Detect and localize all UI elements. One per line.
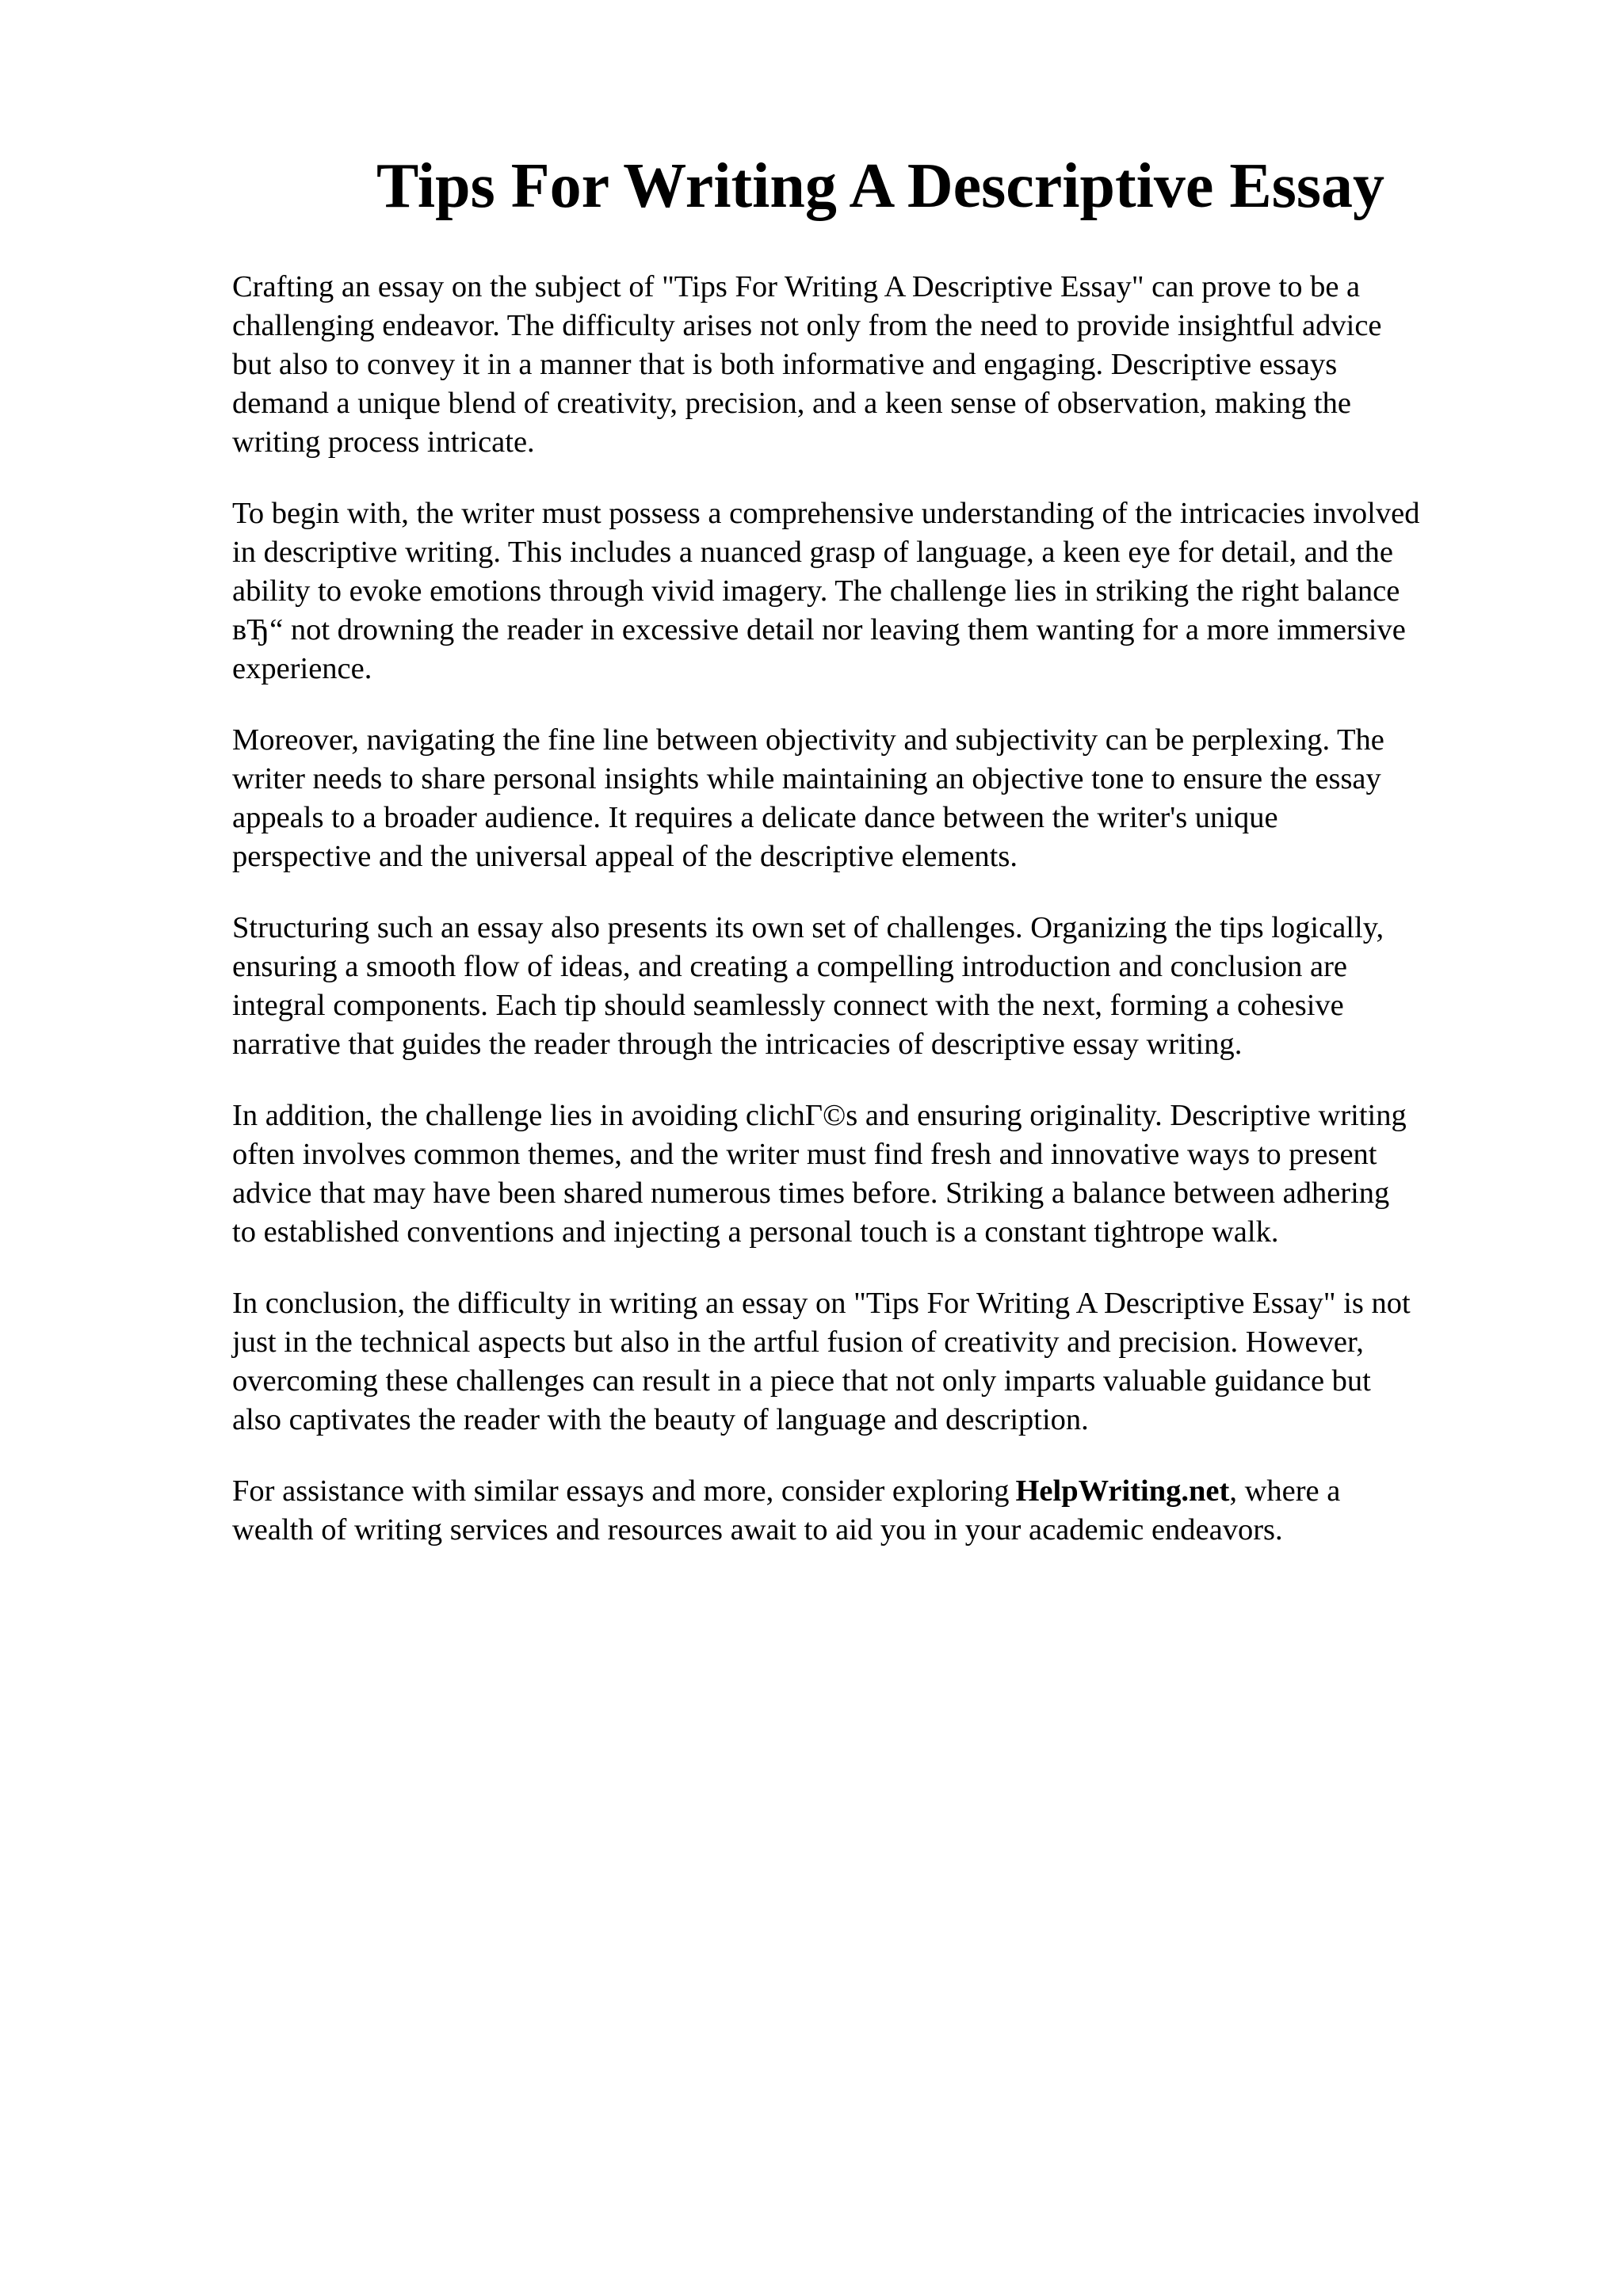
paragraph-line: Crafting an essay on the subject of "Tips For Writing A Descriptive Essay" can prove to be a [232, 270, 1361, 303]
paragraph-line: overcoming these challenges can result in a piece that not only imparts valuable guidance but [232, 1364, 1371, 1398]
paragraph-line: integral components. Each tip should seamlessly connect with the next, forming a cohesive [232, 989, 1344, 1022]
document-title: Tips For Writing A Descriptive Essay [376, 151, 1384, 221]
paragraph-1 [232, 268, 1532, 462]
paragraph-line: appeals to a broader audience. It requires a delicate dance between the writer's unique [232, 801, 1278, 834]
paragraph-line: advice that may have been shared numerous times before. Striking a balance between adhering [232, 1177, 1390, 1210]
paragraph-line: often involves common themes, and the writer must find fresh and innovative ways to present [232, 1138, 1377, 1171]
paragraph-line: demand a unique blend of creativity, precision, and a keen sense of observation, making the [232, 387, 1351, 420]
paragraph-line: ensuring a smooth flow of ideas, and creating a compelling introduction and conclusion are [232, 950, 1347, 983]
paragraph-4 [232, 909, 1532, 1064]
paragraph-line: writer needs to share personal insights while maintaining an objective tone to ensure the essay [232, 762, 1381, 795]
closing-text-before: For assistance with similar essays and more, consider exploring [232, 1474, 1010, 1508]
paragraph-line: to established conventions and injecting a personal touch is a constant tightrope walk. [232, 1215, 1279, 1249]
paragraph-line: вЂ“ not drowning the reader in excessive detail nor leaving them wanting for a more immersive [232, 613, 1406, 646]
paragraph-2 [232, 494, 1532, 688]
closing-line [232, 1472, 1532, 1511]
paragraph-line: just in the technical aspects but also in the artful fusion of creativity and precision. However, [232, 1325, 1364, 1359]
paragraph-line: Moreover, navigating the fine line between objectivity and subjectivity can be perplexing. The [232, 723, 1384, 757]
paragraph-line: narrative that guides the reader through the intricacies of descriptive essay writing. [232, 1028, 1243, 1061]
paragraph-5 [232, 1097, 1532, 1252]
paragraph-line: In addition, the challenge lies in avoiding clichГ©s and ensuring originality. Descriptive writing [232, 1099, 1407, 1132]
paragraph-line: To begin with, the writer must possess a comprehensive understanding of the intricacies involved [232, 497, 1420, 530]
closing-text-after: , where a [1229, 1474, 1341, 1508]
paragraph-line: in descriptive writing. This includes a nuanced grasp of language, a keen eye for detail, and the [232, 536, 1393, 569]
paragraph-line: but also to convey it in a manner that is both informative and engaging. Descriptive essays [232, 348, 1338, 381]
paragraph-line: experience. [232, 652, 372, 685]
paragraph-line: Structuring such an essay also presents its own set of challenges. Organizing the tips logically, [232, 911, 1384, 944]
helpwriting-link[interactable]: HelpWriting.net [1015, 1474, 1230, 1508]
paragraph-line: perspective and the universal appeal of the descriptive elements. [232, 840, 1018, 873]
document-body [232, 268, 1532, 1582]
paragraph-6 [232, 1284, 1532, 1440]
paragraph-line: In conclusion, the difficulty in writing an essay on "Tips For Writing A Descriptive Essay" is not [232, 1287, 1411, 1320]
paragraph-line: writing process intricate. [232, 425, 535, 459]
paragraph-line: challenging endeavor. The difficulty arises not only from the need to provide insightful advice [232, 309, 1382, 342]
paragraph-line: ability to evoke emotions through vivid imagery. The challenge lies in striking the right balance [232, 574, 1400, 608]
paragraph-line: also captivates the reader with the beauty of language and description. [232, 1403, 1089, 1436]
closing-paragraph [232, 1472, 1532, 1550]
closing-line: wealth of writing services and resources await to aid you in your academic endeavors. [232, 1513, 1283, 1547]
paragraph-3 [232, 721, 1532, 876]
